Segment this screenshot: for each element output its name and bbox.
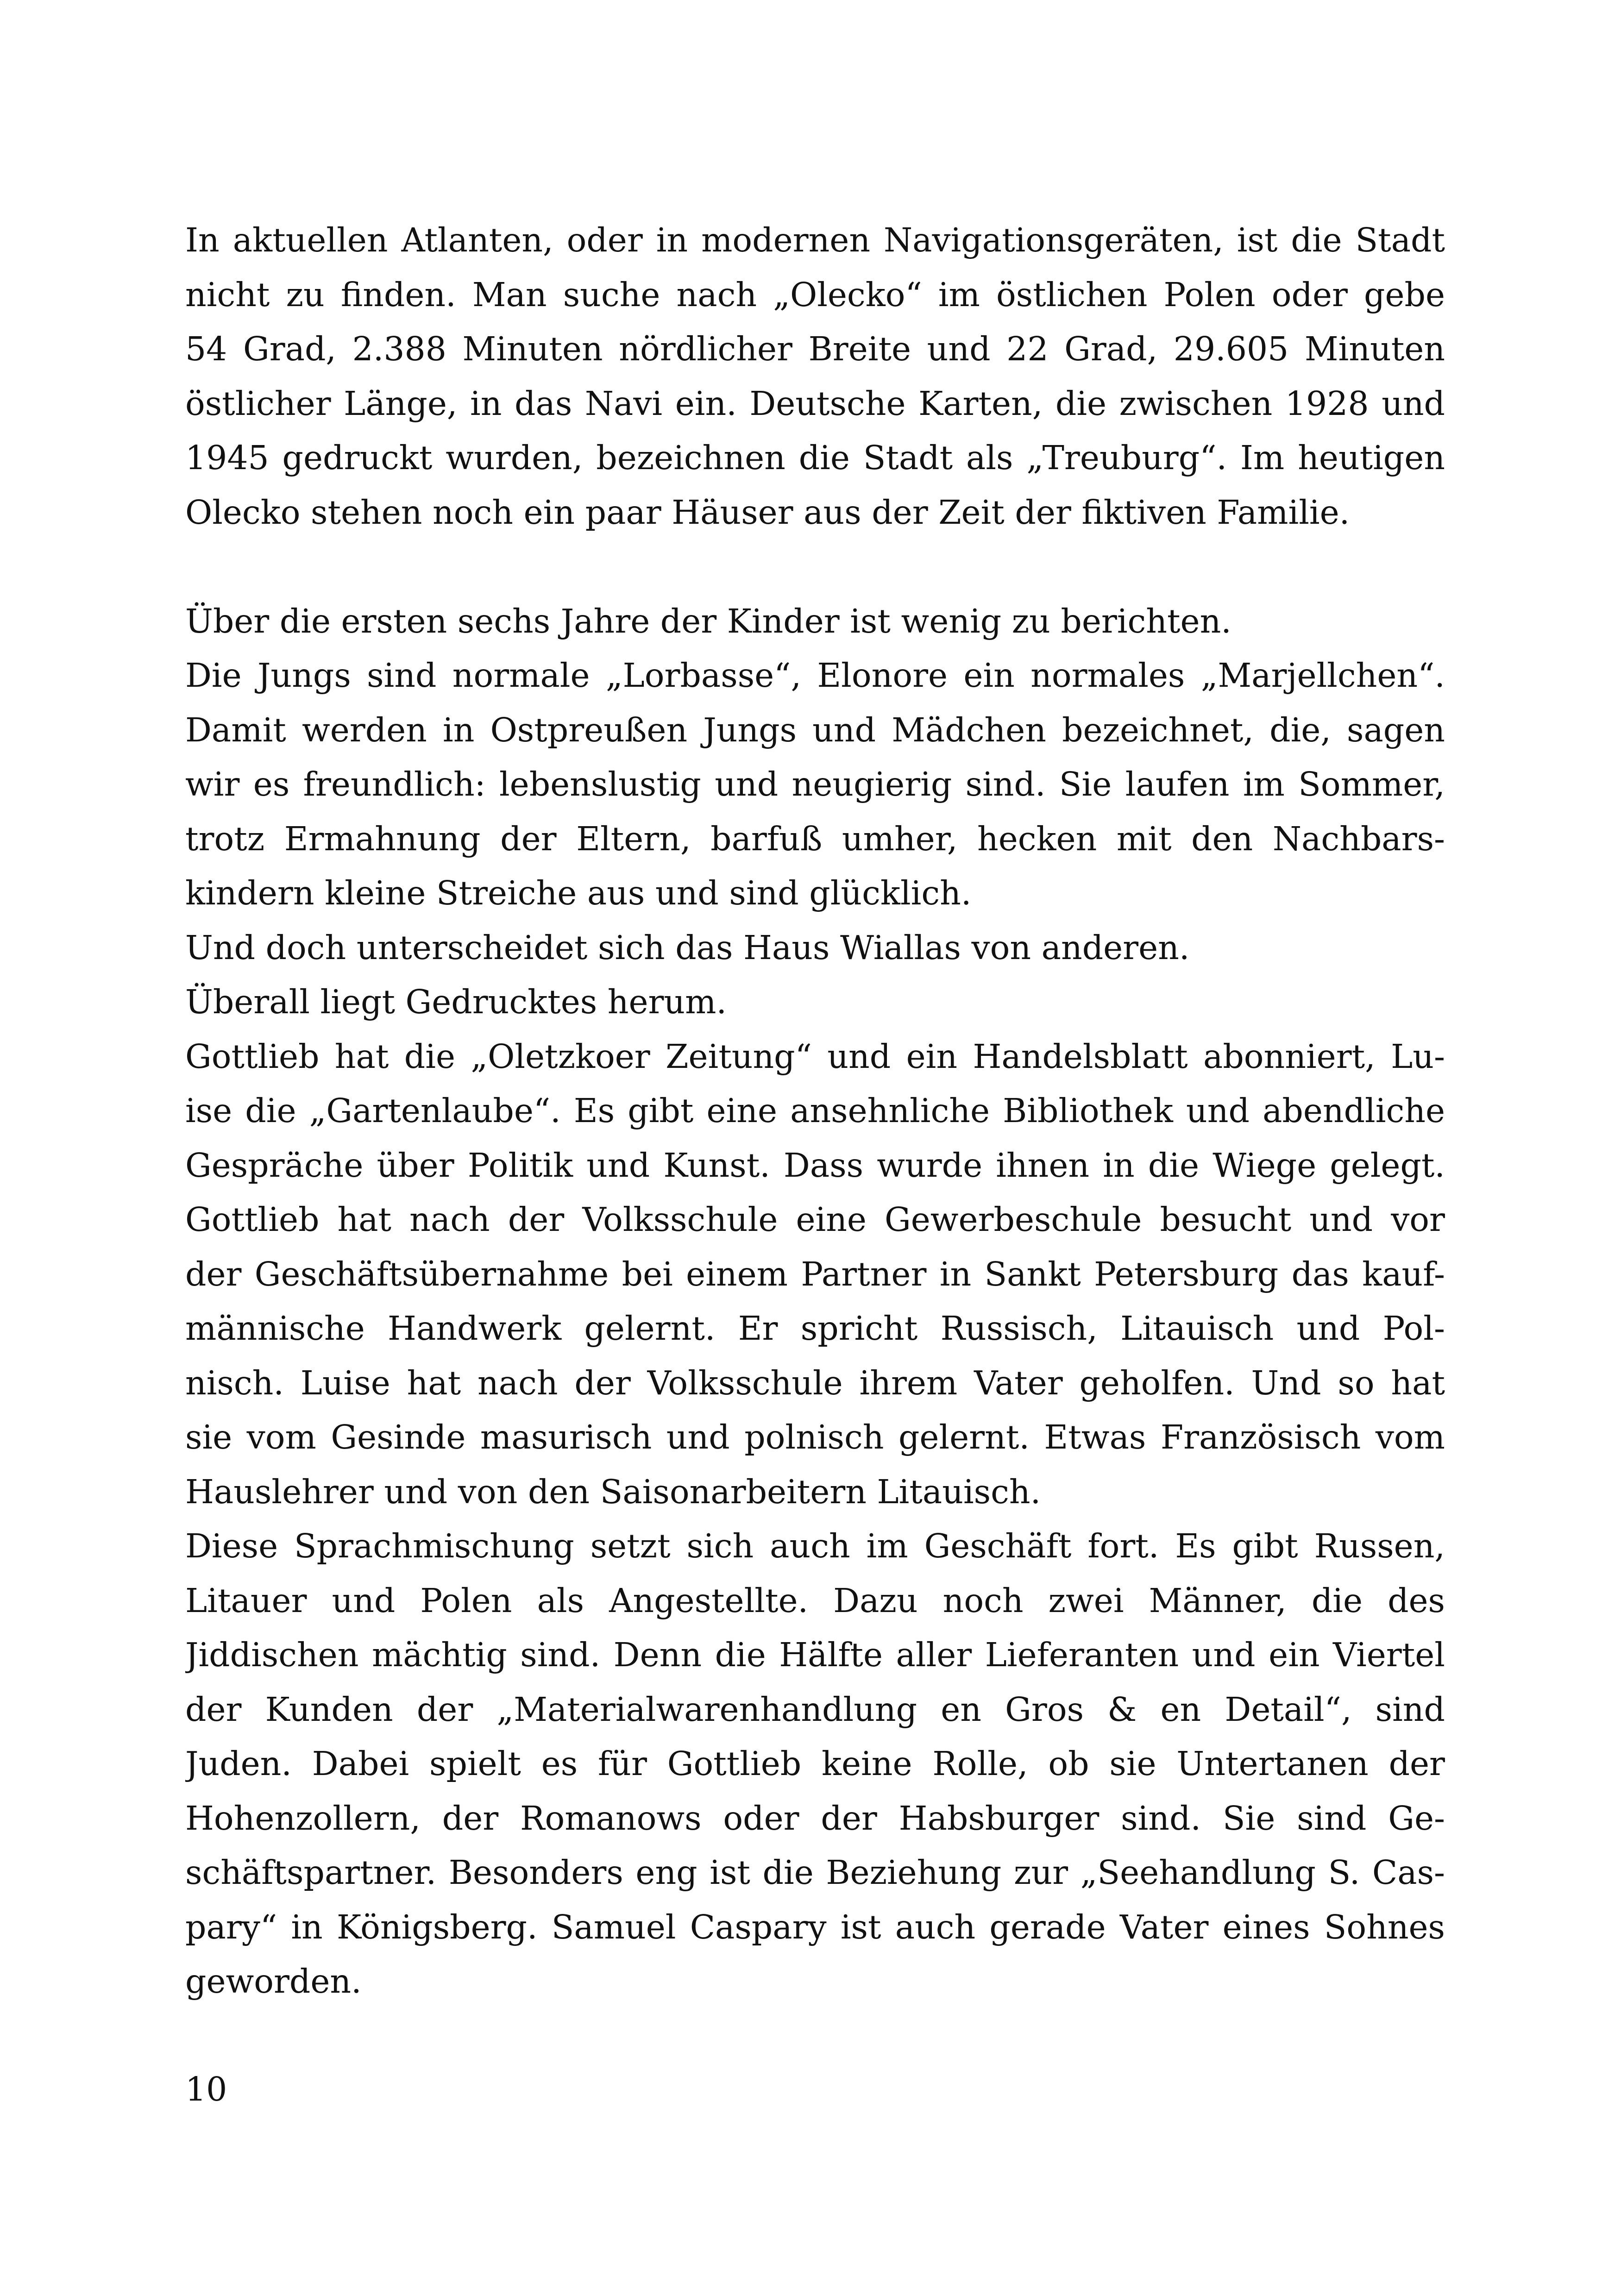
text-line: 54 Grad, 2.388 Minuten nördlicher Breite und 22 Grad, 29.605 Minuten (185, 330, 1445, 368)
text-line: Jiddischen mächtig sind. Denn die Hälfte aller Lieferanten und ein Viertel (185, 1636, 1445, 1674)
text-line: Überall liegt Gedrucktes herum. (185, 983, 727, 1021)
text-line: östlicher Länge, in das Navi ein. Deutsche Karten, die zwischen 1928 und (185, 384, 1445, 423)
text-line: Gottlieb hat nach der Volksschule eine Gewerbeschule besucht und vor (185, 1200, 1445, 1239)
text-line: In aktuellen Atlanten, oder in modernen Navigationsgeräten, ist die Stadt (185, 221, 1445, 259)
text-line: geworden. (185, 1962, 362, 2001)
paragraph-gap (185, 539, 1445, 594)
text-line: Hohenzollern, der Romanows oder der Habsburger sind. Sie sind Ge- (185, 1799, 1445, 1838)
text-line: männische Handwerk gelernt. Er spricht Russisch, Litauisch und Pol- (185, 1309, 1445, 1348)
text-line: schäftspartner. Besonders eng ist die Beziehung zur „Seehandlung S. Cas- (185, 1853, 1445, 1892)
text-line: 1945 gedruckt wurden, bezeichnen die Stadt als „Treuburg“. Im heutigen (185, 439, 1445, 477)
paragraph-1 (185, 213, 1445, 539)
text-line: der Kunden der „Materialwarenhandlung en Gros & en Detail“, sind (185, 1690, 1445, 1729)
text-line: Damit werden in Ostpreußen Jungs und Mädchen bezeichnet, die, sagen (185, 710, 1445, 749)
text-line: trotz Ermahnung der Eltern, barfuß umher, hecken mit den Nachbars- (185, 819, 1445, 858)
paragraph-2 (185, 594, 1445, 2009)
text-line: Und doch unterscheidet sich das Haus Wiallas von anderen. (185, 928, 1190, 967)
text-line: Hauslehrer und von den Saisonarbeitern Litauisch. (185, 1472, 1041, 1511)
text-line: wir es freundlich: lebenslustig und neugierig sind. Sie laufen im Sommer, (185, 765, 1445, 803)
text-line: ise die „Gartenlaube“. Es gibt eine ansehnliche Bibliothek und abendliche (185, 1092, 1445, 1130)
text-line: Litauer und Polen als Angestellte. Dazu noch zwei Männer, die des (185, 1581, 1445, 1620)
text-line: Gottlieb hat die „Oletzkoer Zeitung“ und ein Handelsblatt abonniert, Lu- (185, 1037, 1445, 1076)
body-text (185, 213, 1445, 2009)
text-line: Olecko stehen noch ein paar Häuser aus der Zeit der fiktiven Familie. (185, 493, 1350, 532)
text-line: Diese Sprachmischung setzt sich auch im Geschäft fort. Es gibt Russen, (185, 1527, 1445, 1565)
page-number: 10 (185, 2070, 227, 2108)
text-line: der Geschäftsübernahme bei einem Partner in Sankt Petersburg das kauf- (185, 1255, 1445, 1293)
text-line: kindern kleine Streiche aus und sind glücklich. (185, 874, 972, 912)
text-line: Über die ersten sechs Jahre der Kinder ist wenig zu berichten. (185, 602, 1231, 640)
text-line: pary“ in Königsberg. Samuel Caspary ist auch gerade Vater eines Sohnes (185, 1907, 1445, 1946)
text-line: Die Jungs sind normale „Lorbasse“, Elonore ein normales „Marjellchen“. (185, 656, 1445, 695)
text-line: Juden. Dabei spielt es für Gottlieb keine Rolle, ob sie Untertanen der (185, 1744, 1445, 1783)
text-line: nicht zu finden. Man suche nach „Olecko“ im östlichen Polen oder gebe (185, 275, 1445, 314)
text-line: sie vom Gesinde masurisch und polnisch gelernt. Etwas Französisch vom (185, 1418, 1445, 1456)
text-line: nisch. Luise hat nach der Volksschule ihrem Vater geholfen. Und so hat (185, 1363, 1445, 1402)
text-line: Gespräche über Politik und Kunst. Dass wurde ihnen in die Wiege gelegt. (185, 1146, 1445, 1185)
